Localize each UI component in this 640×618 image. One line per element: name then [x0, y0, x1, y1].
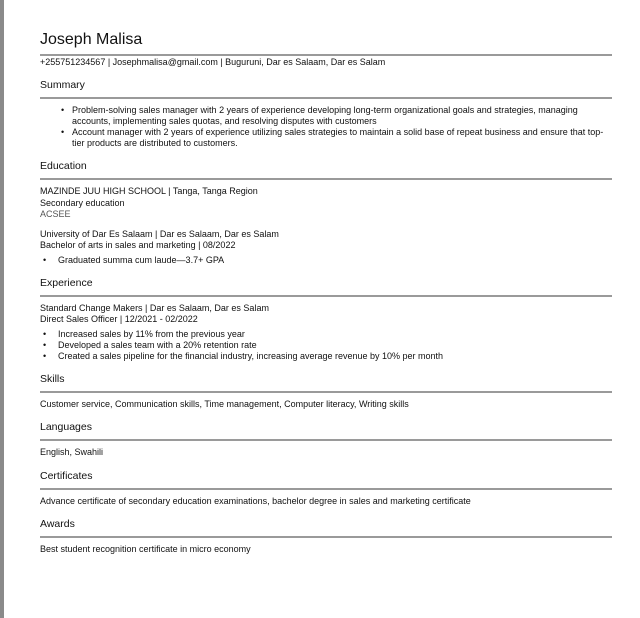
section-title-education: Education: [40, 160, 87, 172]
list-item: • Increased sales by 11% from the previous year: [40, 329, 612, 340]
education-section: [40, 159, 612, 266]
section-title-awards: Awards: [40, 518, 75, 530]
languages-text: English, Swahili: [40, 447, 104, 457]
experience-section: [40, 276, 612, 362]
languages-section: [40, 420, 612, 459]
list-item: • Developed a sales team with a 20% retention rate: [40, 340, 612, 351]
list-item: • Account manager with 2 years of experience utilizing sales strategies to maintain a solid base of repeat business and ensure that top-tier products are distributed to customers.: [40, 127, 612, 149]
certificates-section: [40, 469, 612, 508]
contact-info: +255751234567 | Josephmalisa@gmail.com | Buguruni, Dar es Salaam, Dar es Salam: [40, 57, 386, 67]
experience-entry: [40, 303, 612, 362]
awards-section: [40, 517, 612, 556]
certificates-text: Advance certificate of secondary education examinations, bachelor degree in sales and marketing certificate: [40, 495, 471, 506]
section-divider: [40, 295, 612, 297]
resume-page: [40, 30, 612, 556]
section-divider: [40, 488, 612, 490]
resume-header: [40, 30, 612, 68]
list-item: • Created a sales pipeline for the financial industry, increasing average revenue by 10% per month: [40, 351, 612, 362]
section-title-certificates: Certificates: [40, 469, 93, 482]
education-entry: [40, 186, 612, 221]
qualification-line: ACSEE: [40, 209, 71, 219]
section-divider: [40, 391, 612, 393]
list-item: • Problem-solving sales manager with 2 years of experience developing long-term organizational goals and strategies, managing accounts, implementing sales quotas, and resolving disputes with customers: [40, 105, 612, 127]
summary-list: [40, 105, 612, 149]
section-divider: [40, 536, 612, 538]
school-line: University of Dar Es Salaam | Dar es Salaam, Dar es Salam: [40, 228, 279, 239]
degree-line: Secondary education: [40, 197, 125, 208]
skills-section: [40, 372, 612, 411]
experience-bullets: [40, 329, 612, 362]
candidate-name: Joseph Malisa: [40, 31, 143, 48]
list-item: • Graduated summa cum laude—3.7+ GPA: [40, 255, 612, 266]
school-line: MAZINDE JUU HIGH SCHOOL | Tanga, Tanga Region: [40, 186, 258, 196]
left-border: [0, 0, 4, 618]
section-title-experience: Experience: [40, 276, 93, 289]
awards-text: Best student recognition certificate in micro economy: [40, 544, 251, 554]
education-bullets: [40, 255, 612, 266]
skills-text: Customer service, Communication skills, Time management, Computer literacy, Writing skills: [40, 398, 409, 409]
education-entry: [40, 229, 612, 266]
role-line: Direct Sales Officer | 12/2021 - 02/2022: [40, 314, 198, 324]
section-title-skills: Skills: [40, 372, 65, 385]
company-line: Standard Change Makers | Dar es Salaam, Dar es Salam: [40, 302, 269, 313]
section-divider: [40, 178, 612, 180]
section-divider: [40, 439, 612, 441]
section-divider: [40, 97, 612, 99]
section-title-languages: Languages: [40, 421, 92, 433]
degree-line: Bachelor of arts in sales and marketing | 08/2022: [40, 240, 236, 250]
summary-section: [40, 78, 612, 149]
section-title-summary: Summary: [40, 79, 85, 91]
